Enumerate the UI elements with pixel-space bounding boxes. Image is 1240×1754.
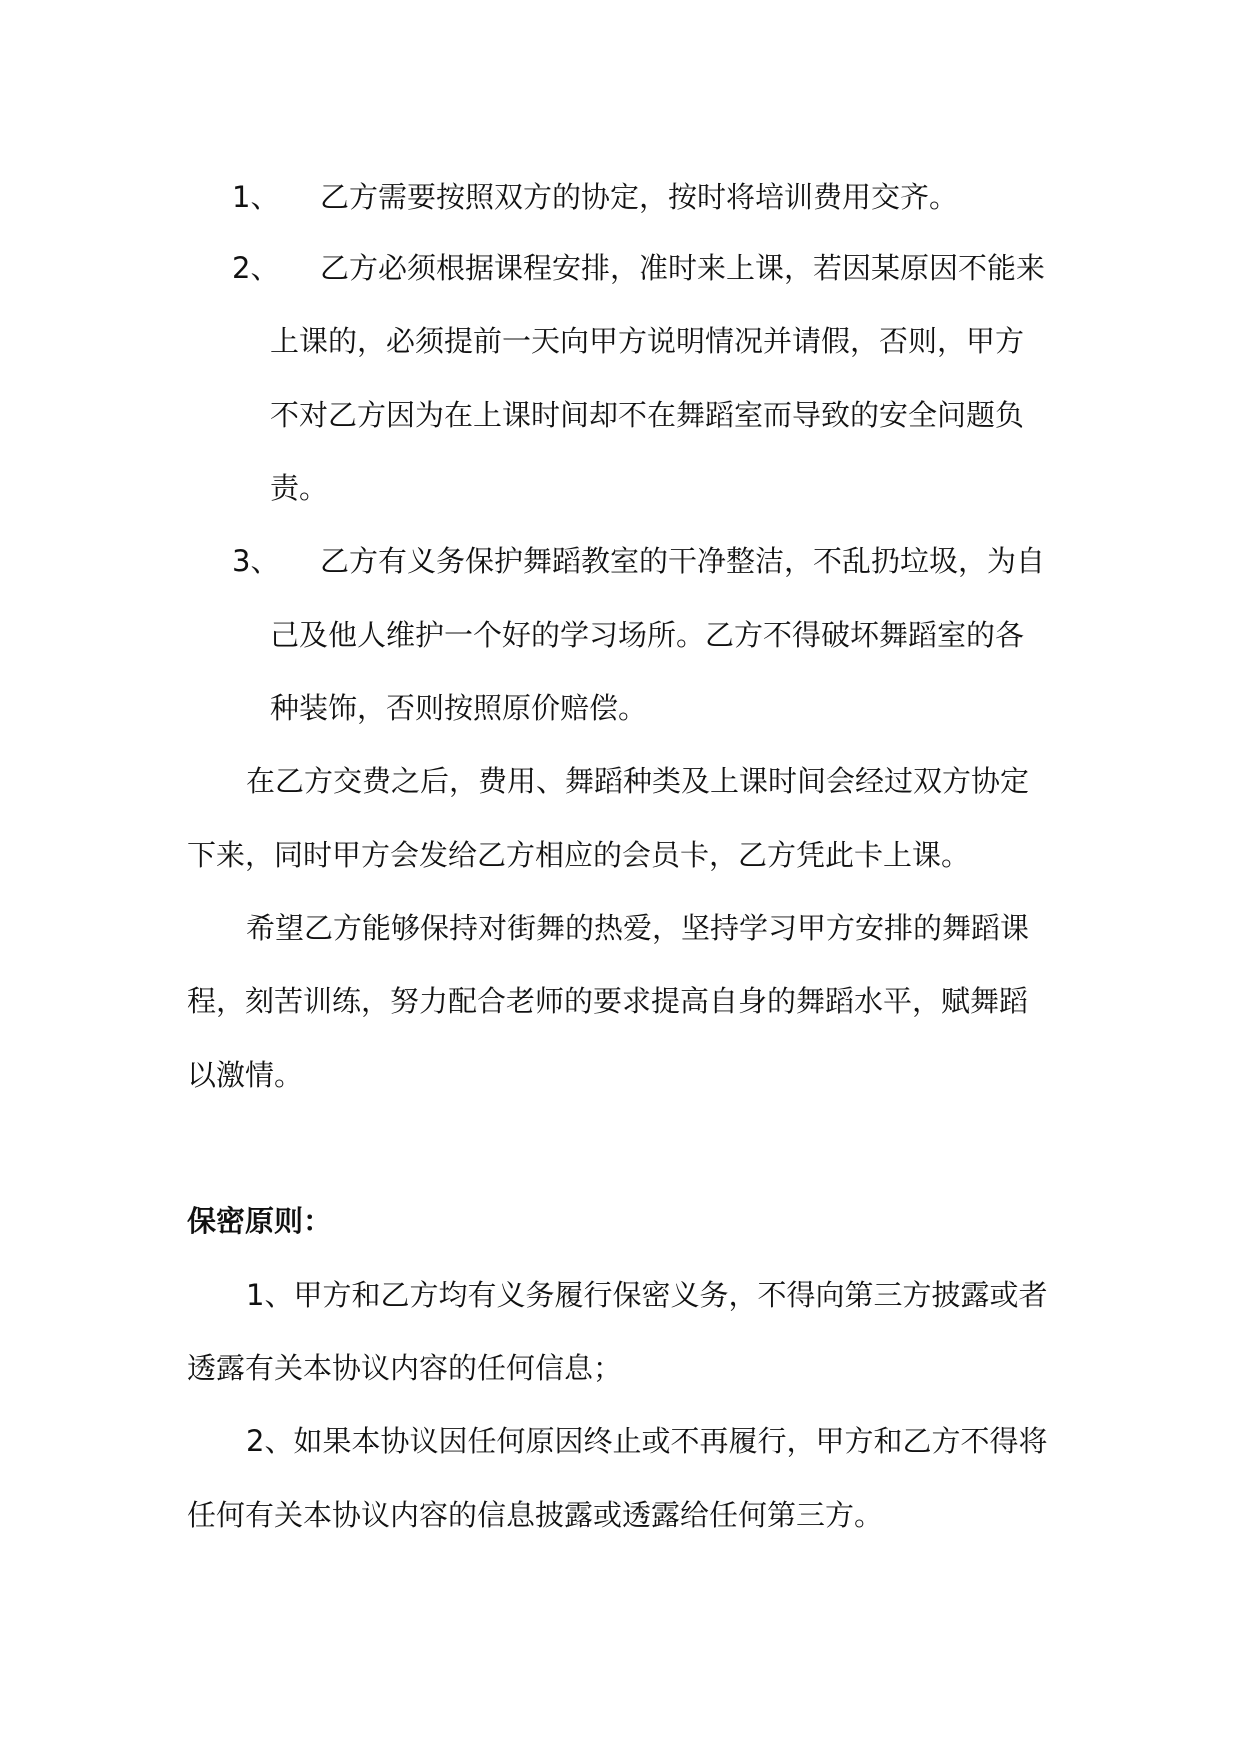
paragraph-2-line-1: 希望乙方能够保持对街舞的热爱，坚持学习甲方安排的舞蹈课 <box>246 911 1030 945</box>
item-3-line-1: 乙方有义务保护舞蹈教室的干净整洁，不乱扔垃圾，为自 <box>320 544 1046 578</box>
item-2-number: 2、 <box>232 251 280 285</box>
item-2-line-2: 上课的，必须提前一天向甲方说明情况并请假，否则，甲方 <box>270 324 1025 358</box>
confidentiality-paragraph-1-line-2: 透露有关本协议内容的任何信息； <box>187 1351 623 1385</box>
item-2-line-1: 乙方必须根据课程安排，准时来上课，若因某原因不能来 <box>320 251 1046 285</box>
item-2-line-3: 不对乙方因为在上课时间却不在舞蹈室而导致的安全问题负 <box>270 398 1025 432</box>
item-1-number: 1、 <box>232 180 280 214</box>
item-3-line-3: 种装饰，否则按照原价赔偿。 <box>270 691 648 725</box>
paragraph-2-line-2: 程，刻苦训练，努力配合老师的要求提高自身的舞蹈水平，赋舞蹈 <box>187 984 1029 1018</box>
confidentiality-heading: 保密原则： <box>187 1204 333 1238</box>
item-2-line-4: 责。 <box>270 471 329 505</box>
confidentiality-paragraph-1-line-1: 1、甲方和乙方均有义务履行保密义务，不得向第三方披露或者 <box>246 1278 1048 1312</box>
item-1-line-1: 乙方需要按照双方的协定，按时将培训费用交齐。 <box>320 180 959 214</box>
paragraph-1-line-2: 下来，同时甲方会发给乙方相应的会员卡，乙方凭此卡上课。 <box>187 838 971 872</box>
confidentiality-paragraph-2-line-2: 任何有关本协议内容的信息披露或透露给任何第三方。 <box>187 1498 884 1532</box>
confidentiality-paragraph-2-line-1: 2、如果本协议因任何原因终止或不再履行，甲方和乙方不得将 <box>246 1424 1048 1458</box>
paragraph-1-line-1: 在乙方交费之后，费用、舞蹈种类及上课时间会经过双方协定 <box>246 764 1030 798</box>
paragraph-2-line-3: 以激情。 <box>187 1058 304 1092</box>
item-3-number: 3、 <box>232 544 280 578</box>
item-3-line-2: 己及他人维护一个好的学习场所。乙方不得破坏舞蹈室的各 <box>270 618 1025 652</box>
